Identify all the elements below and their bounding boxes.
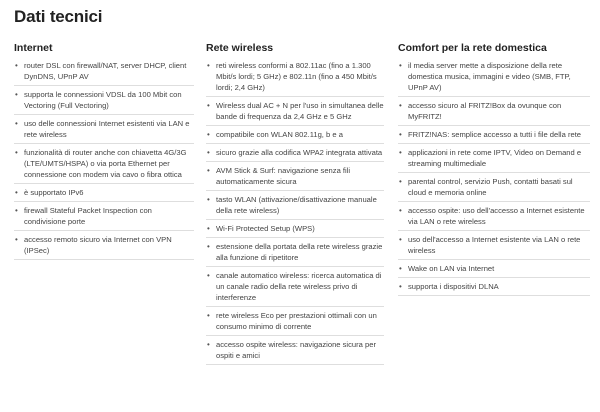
list-item-text: funzionalità di router anche con chiavetta 4G/3G (LTE/UMTS/HSPA) o via porta Ethernet per connessione con modem via cavo o fibra ottica [24,148,187,179]
list-item [398,60,590,93]
list-item [398,281,590,292]
list-item [206,270,384,303]
home-network-heading: Comfort per la rete domestica [398,42,547,54]
list-item-text: router DSL con firewall/NAT, server DHCP, client DynDNS, UPnP AV [24,61,187,81]
bullet-icon: • [207,101,210,110]
divider [398,125,590,126]
bullet-icon: • [399,206,402,215]
list-item [14,89,194,111]
divider [206,219,384,220]
list-item-text: reti wireless conformi a 802.11ac (fino a 1.300 Mbit/s lordi; 5 GHz) e 802.11n (fino a 450 Mbit/s lordi; 2,4 GHz) [216,61,377,92]
divider [14,259,194,260]
bullet-icon: • [15,119,18,128]
bullet-icon: • [399,282,402,291]
internet-heading: Internet [14,42,53,54]
bullet-icon: • [207,148,210,157]
list-item [206,241,384,263]
list-item-text: accesso sicuro al FRITZ!Box da ovunque con MyFRITZ! [408,101,562,121]
bullet-icon: • [15,148,18,157]
list-item-text: il media server mette a disposizione della rete domestica musica, immagini e video (SMB, FTP, UPnP AV) [408,61,571,92]
list-item [14,147,194,180]
list-item [206,165,384,187]
list-item [206,223,384,234]
bullet-icon: • [207,61,210,70]
list-item-text: accesso ospite: uso dell'accesso a Internet esistente via LAN o rete wireless [408,206,585,226]
divider [14,183,194,184]
list-item [14,60,194,82]
list-item-text: firewall Stateful Packet Inspection con condivisione porte [24,206,152,226]
wireless-column [206,42,384,368]
list-item-text: Wake on LAN via Internet [408,264,495,273]
list-item-text: uso dell'accesso a Internet esistente via LAN o rete wireless [408,235,581,255]
divider [398,277,590,278]
bullet-icon: • [207,271,210,280]
list-item-text: supporta i dispositivi DLNA [408,282,499,291]
list-item [206,339,384,361]
divider [206,125,384,126]
list-item-text: Wireless dual AC + N per l'uso in simultanea delle bande di frequenza da 2,4 GHz e 5 GHz [216,101,384,121]
bullet-icon: • [207,311,210,320]
divider [206,364,384,365]
list-item-text: compatibile con WLAN 802.11g, b e a [216,130,343,139]
bullet-icon: • [207,242,210,251]
bullet-icon: • [15,61,18,70]
list-item [14,118,194,140]
list-item [14,234,194,256]
bullet-icon: • [15,206,18,215]
bullet-icon: • [207,195,210,204]
list-item-text: estensione della portata della rete wireless grazie alla funzione di ripetitore [216,242,383,262]
list-item-text: sicuro grazie alla codifica WPA2 integrata attivata [216,148,383,157]
divider [398,230,590,231]
divider [14,201,194,202]
list-item [398,100,590,122]
divider [398,295,590,296]
list-item-text: Wi-Fi Protected Setup (WPS) [216,224,315,233]
divider [206,335,384,336]
list-item-text: parental control, servizio Push, contatti basati sul cloud e memoria online [408,177,573,197]
list-item-text: applicazioni in rete come IPTV, Video on Demand e streaming multimediale [408,148,582,168]
bullet-icon: • [15,188,18,197]
bullet-icon: • [207,224,210,233]
divider [398,172,590,173]
list-item [206,100,384,122]
list-item [398,176,590,198]
list-item [398,263,590,274]
list-item [398,234,590,256]
list-item [206,147,384,158]
divider [14,85,194,86]
divider [398,259,590,260]
bullet-icon: • [15,235,18,244]
divider [206,161,384,162]
divider [14,143,194,144]
list-item [14,205,194,227]
divider [14,114,194,115]
list-item [14,187,194,198]
list-item-text: canale automatico wireless: ricerca automatica di un canale radio della rete wireless privo di interferenze [216,271,382,302]
home-network-column [398,42,590,299]
list-item [398,147,590,169]
wireless-list [206,60,384,361]
list-item-text: FRITZ!NAS: semplice accesso a tutti i file della rete [408,130,582,139]
bullet-icon: • [207,130,210,139]
divider [206,306,384,307]
bullet-icon: • [15,90,18,99]
list-item-text: tasto WLAN (attivazione/disattivazione manuale della rete wireless) [216,195,377,215]
list-item [398,129,590,140]
bullet-icon: • [399,130,402,139]
divider [206,266,384,267]
divider [14,230,194,231]
list-item-text: rete wireless Eco per prestazioni ottimali con un consumo minimo di corrente [216,311,377,331]
list-item-text: AVM Stick & Surf: navigazione senza fili automaticamente sicura [216,166,351,186]
home-network-list [398,60,590,292]
list-item-text: uso delle connessioni Internet esistenti via LAN e rete wireless [24,119,190,139]
list-item-text: accesso remoto sicuro via Internet con VPN (IPSec) [24,235,172,255]
bullet-icon: • [207,166,210,175]
list-item [206,310,384,332]
divider [206,237,384,238]
bullet-icon: • [399,61,402,70]
bullet-icon: • [207,340,210,349]
divider [398,201,590,202]
bullet-icon: • [399,148,402,157]
internet-column [14,42,194,263]
list-item [206,194,384,216]
divider [398,96,590,97]
list-item [206,60,384,93]
bullet-icon: • [399,235,402,244]
list-item-text: supporta le connessioni VDSL da 100 Mbit con Vectoring (Full Vectoring) [24,90,182,110]
divider [206,96,384,97]
internet-list [14,60,194,256]
divider [206,143,384,144]
list-item-text: accesso ospite wireless: navigazione sicura per ospiti e amici [216,340,376,360]
divider [398,143,590,144]
list-item-text: è supportato IPv6 [24,188,84,197]
bullet-icon: • [399,101,402,110]
bullet-icon: • [399,177,402,186]
page-title: Dati tecnici [14,7,103,26]
list-item [398,205,590,227]
wireless-heading: Rete wireless [206,42,274,54]
list-item [206,129,384,140]
bullet-icon: • [399,264,402,273]
divider [206,190,384,191]
